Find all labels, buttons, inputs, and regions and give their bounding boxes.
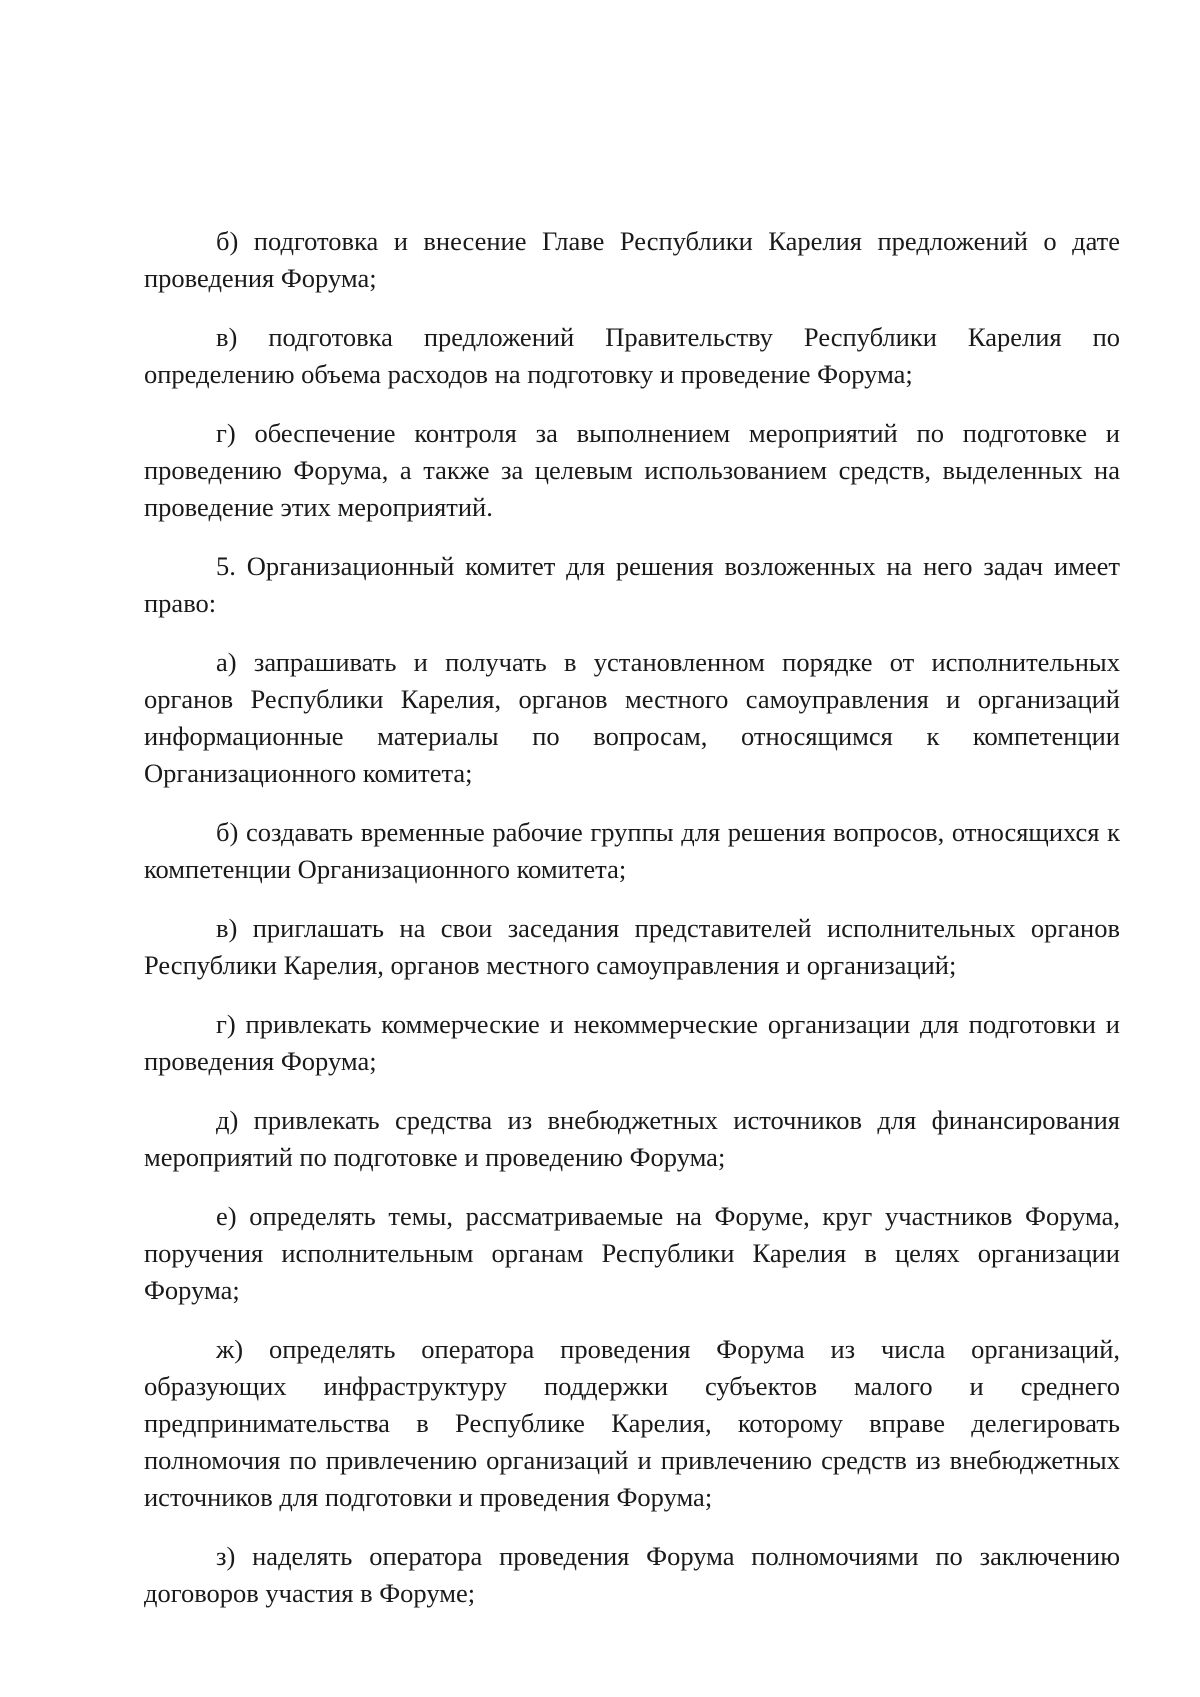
paragraph-g-control: г) обеспечение контроля за выполнением мероприятий по подготовке и проведению Форума, а также за целевым использованием средств, выделенных на проведение этих мероприятий. [144, 418, 1120, 522]
paragraph-z-operator-powers: з) наделять оператора проведения Форума полномочиями по заключению договоров участия в Форуме; [144, 1541, 1120, 1608]
paragraph-5-committee-rights: 5. Организационный комитет для решения возложенных на него задач имеет право: [144, 551, 1120, 618]
paragraph-d-extrabudgetary-funds: д) привлекать средства из внебюджетных источников для финансирования мероприятий по подготовке и проведению Форума; [144, 1105, 1120, 1172]
paragraph-b-working-groups: б) создавать временные рабочие группы для решения вопросов, относящихся к компетенции Организационного комитета; [144, 817, 1120, 884]
document-body [144, 223, 1120, 1634]
paragraph-a-request-materials: а) запрашивать и получать в установленном порядке от исполнительных органов Республики Карелия, органов местного самоуправления и организаций информационные материалы по вопросам, относящимся к компетенции Организационного комитета; [144, 647, 1120, 788]
paragraph-b-proposals-date: б) подготовка и внесение Главе Республики Карелия предложений о дате проведения Форума; [144, 226, 1120, 293]
paragraph-v-expenses-proposals: в) подготовка предложений Правительству Республики Карелия по определению объема расходов на подготовку и проведение Форума; [144, 322, 1120, 389]
paragraph-zh-define-operator: ж) определять оператора проведения Форума из числа организаций, образующих инфраструктуру поддержки субъектов малого и среднего предпринимательства в Республике Карелия, которому вправе делегировать полномочия по привлечению организаций и привлечению средств из внебюджетных источников для подготовки и проведения Форума; [144, 1334, 1120, 1512]
paragraph-e-define-topics: е) определять темы, рассматриваемые на Форуме, круг участников Форума, поручения исполнительным органам Республики Карелия в целях организации Форума; [144, 1201, 1120, 1305]
paragraph-g-involve-organizations: г) привлекать коммерческие и некоммерческие организации для подготовки и проведения Форума; [144, 1009, 1120, 1076]
paragraph-v-invite-representatives: в) приглашать на свои заседания представителей исполнительных органов Республики Карелия, органов местного самоуправления и организаций; [144, 913, 1120, 980]
